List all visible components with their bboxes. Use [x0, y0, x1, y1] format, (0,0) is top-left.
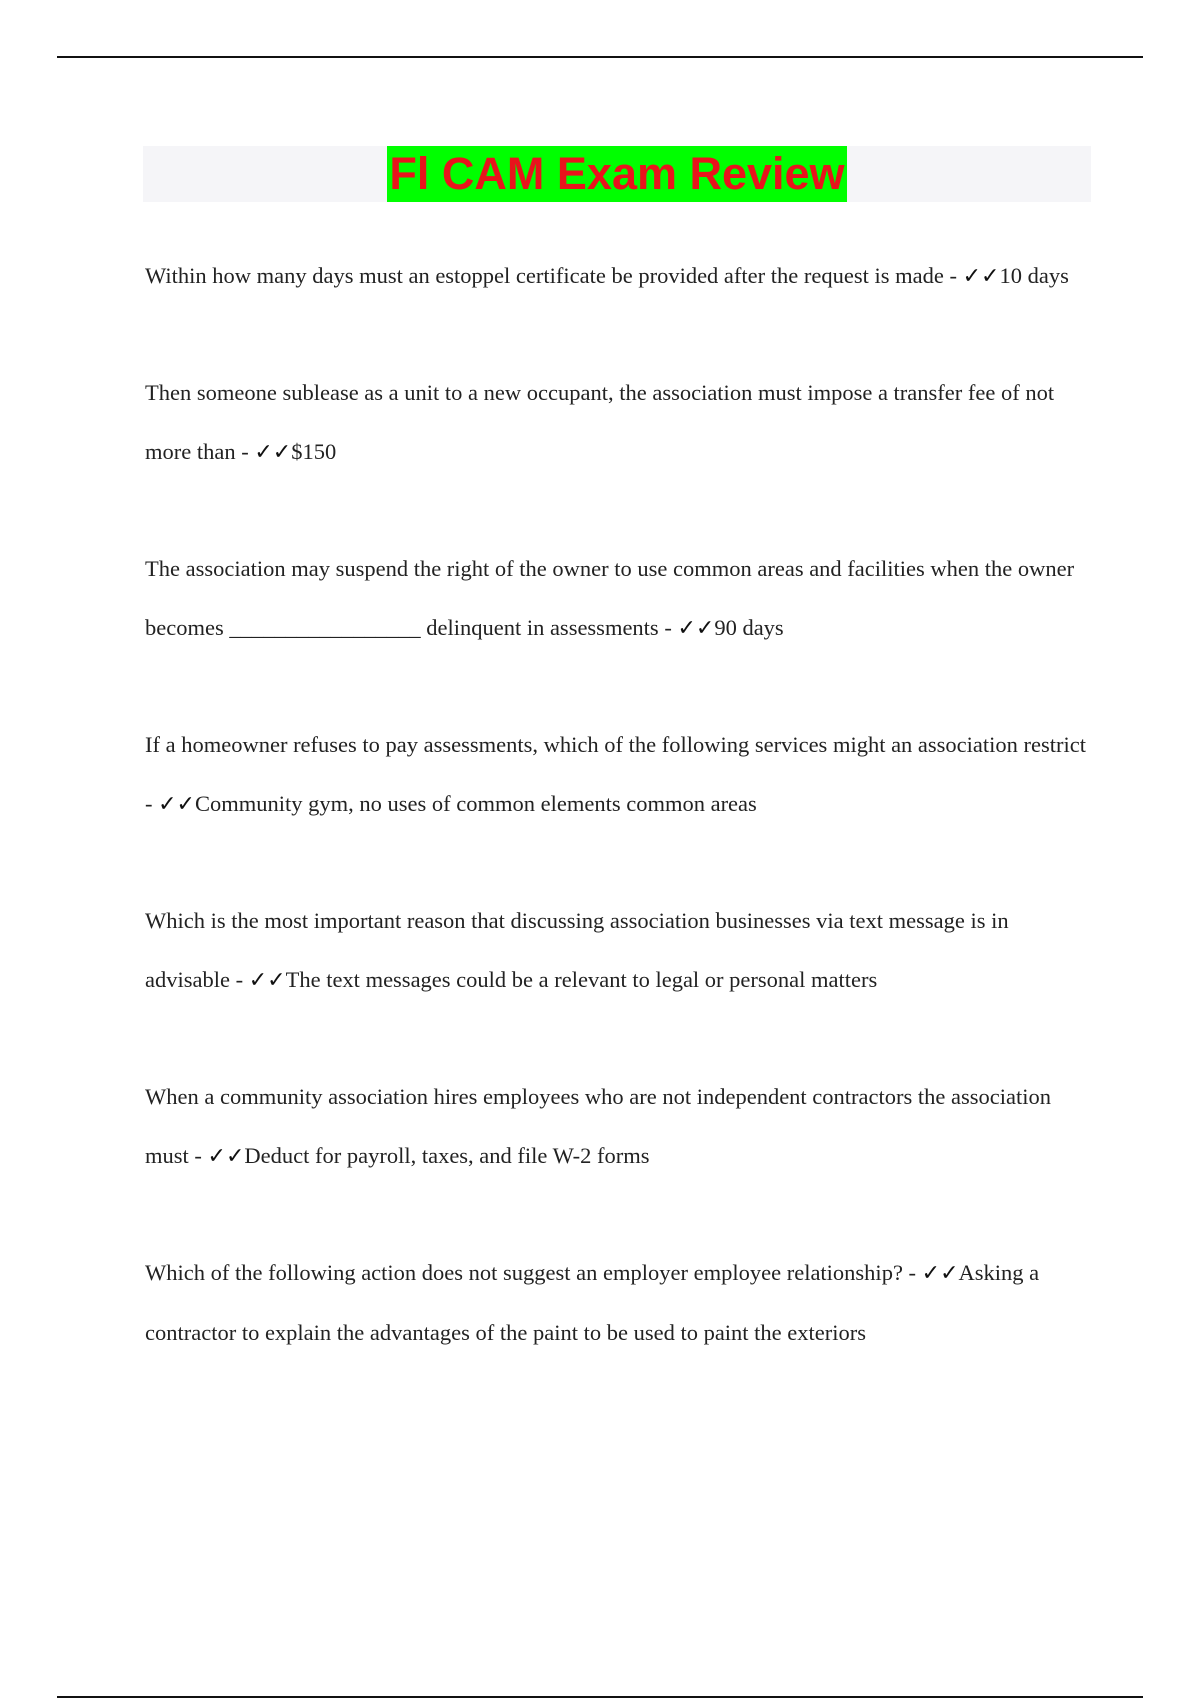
qa-item	[145, 539, 1095, 658]
qa-item	[145, 891, 1095, 1010]
answer-text: Community gym, no uses of common elements common areas	[195, 791, 757, 816]
qa-item	[145, 246, 1095, 306]
double-check-icon: ✓✓	[962, 264, 1000, 289]
question-text: Within how many days must an estoppel certificate be provided after the request is made -	[145, 263, 963, 288]
double-check-icon: ✓✓	[207, 1144, 245, 1169]
answer-text: $150	[291, 439, 337, 464]
question-text: Then someone sublease as a unit to a new occupant, the association must impose a transfer fee of not more than -	[145, 380, 1055, 464]
double-check-icon: ✓✓	[254, 440, 292, 465]
double-check-icon: ✓✓	[921, 1261, 959, 1286]
answer-text: 90 days	[714, 615, 784, 640]
question-text: Which is the most important reason that discussing association businesses via text message is in advisable -	[145, 908, 1009, 992]
double-check-icon: ✓✓	[248, 968, 286, 993]
bottom-rule	[57, 1696, 1143, 1698]
question-text: Which of the following action does not suggest an employer employee relationship? -	[145, 1260, 922, 1285]
qa-item	[145, 715, 1095, 834]
title-band	[143, 146, 1091, 202]
page-title: Fl CAM Exam Review	[387, 146, 846, 202]
qa-item	[145, 363, 1095, 482]
qa-item	[145, 1243, 1095, 1362]
double-check-icon: ✓✓	[158, 792, 195, 817]
qa-item	[145, 1067, 1095, 1186]
question-text: The association may suspend the right of the owner to use common areas and facilities when the owner becomes _________________ delinquent in assessments -	[145, 556, 1075, 640]
question-list	[145, 246, 1095, 1419]
question-text: If a homeowner refuses to pay assessments, which of the following services might an association restrict -	[145, 732, 1087, 816]
question-text: When a community association hires employees who are not independent contractors the association must -	[145, 1084, 1051, 1168]
answer-text: Deduct for payroll, taxes, and file W-2 forms	[244, 1143, 650, 1168]
answer-text: The text messages could be a relevant to legal or personal matters	[285, 967, 878, 992]
top-rule	[57, 56, 1143, 58]
answer-text: Asking a contractor to explain the advantages of the paint to be used to paint the exteriors	[145, 1260, 1040, 1345]
double-check-icon: ✓✓	[677, 616, 715, 641]
answer-text: 10 days	[999, 263, 1069, 288]
